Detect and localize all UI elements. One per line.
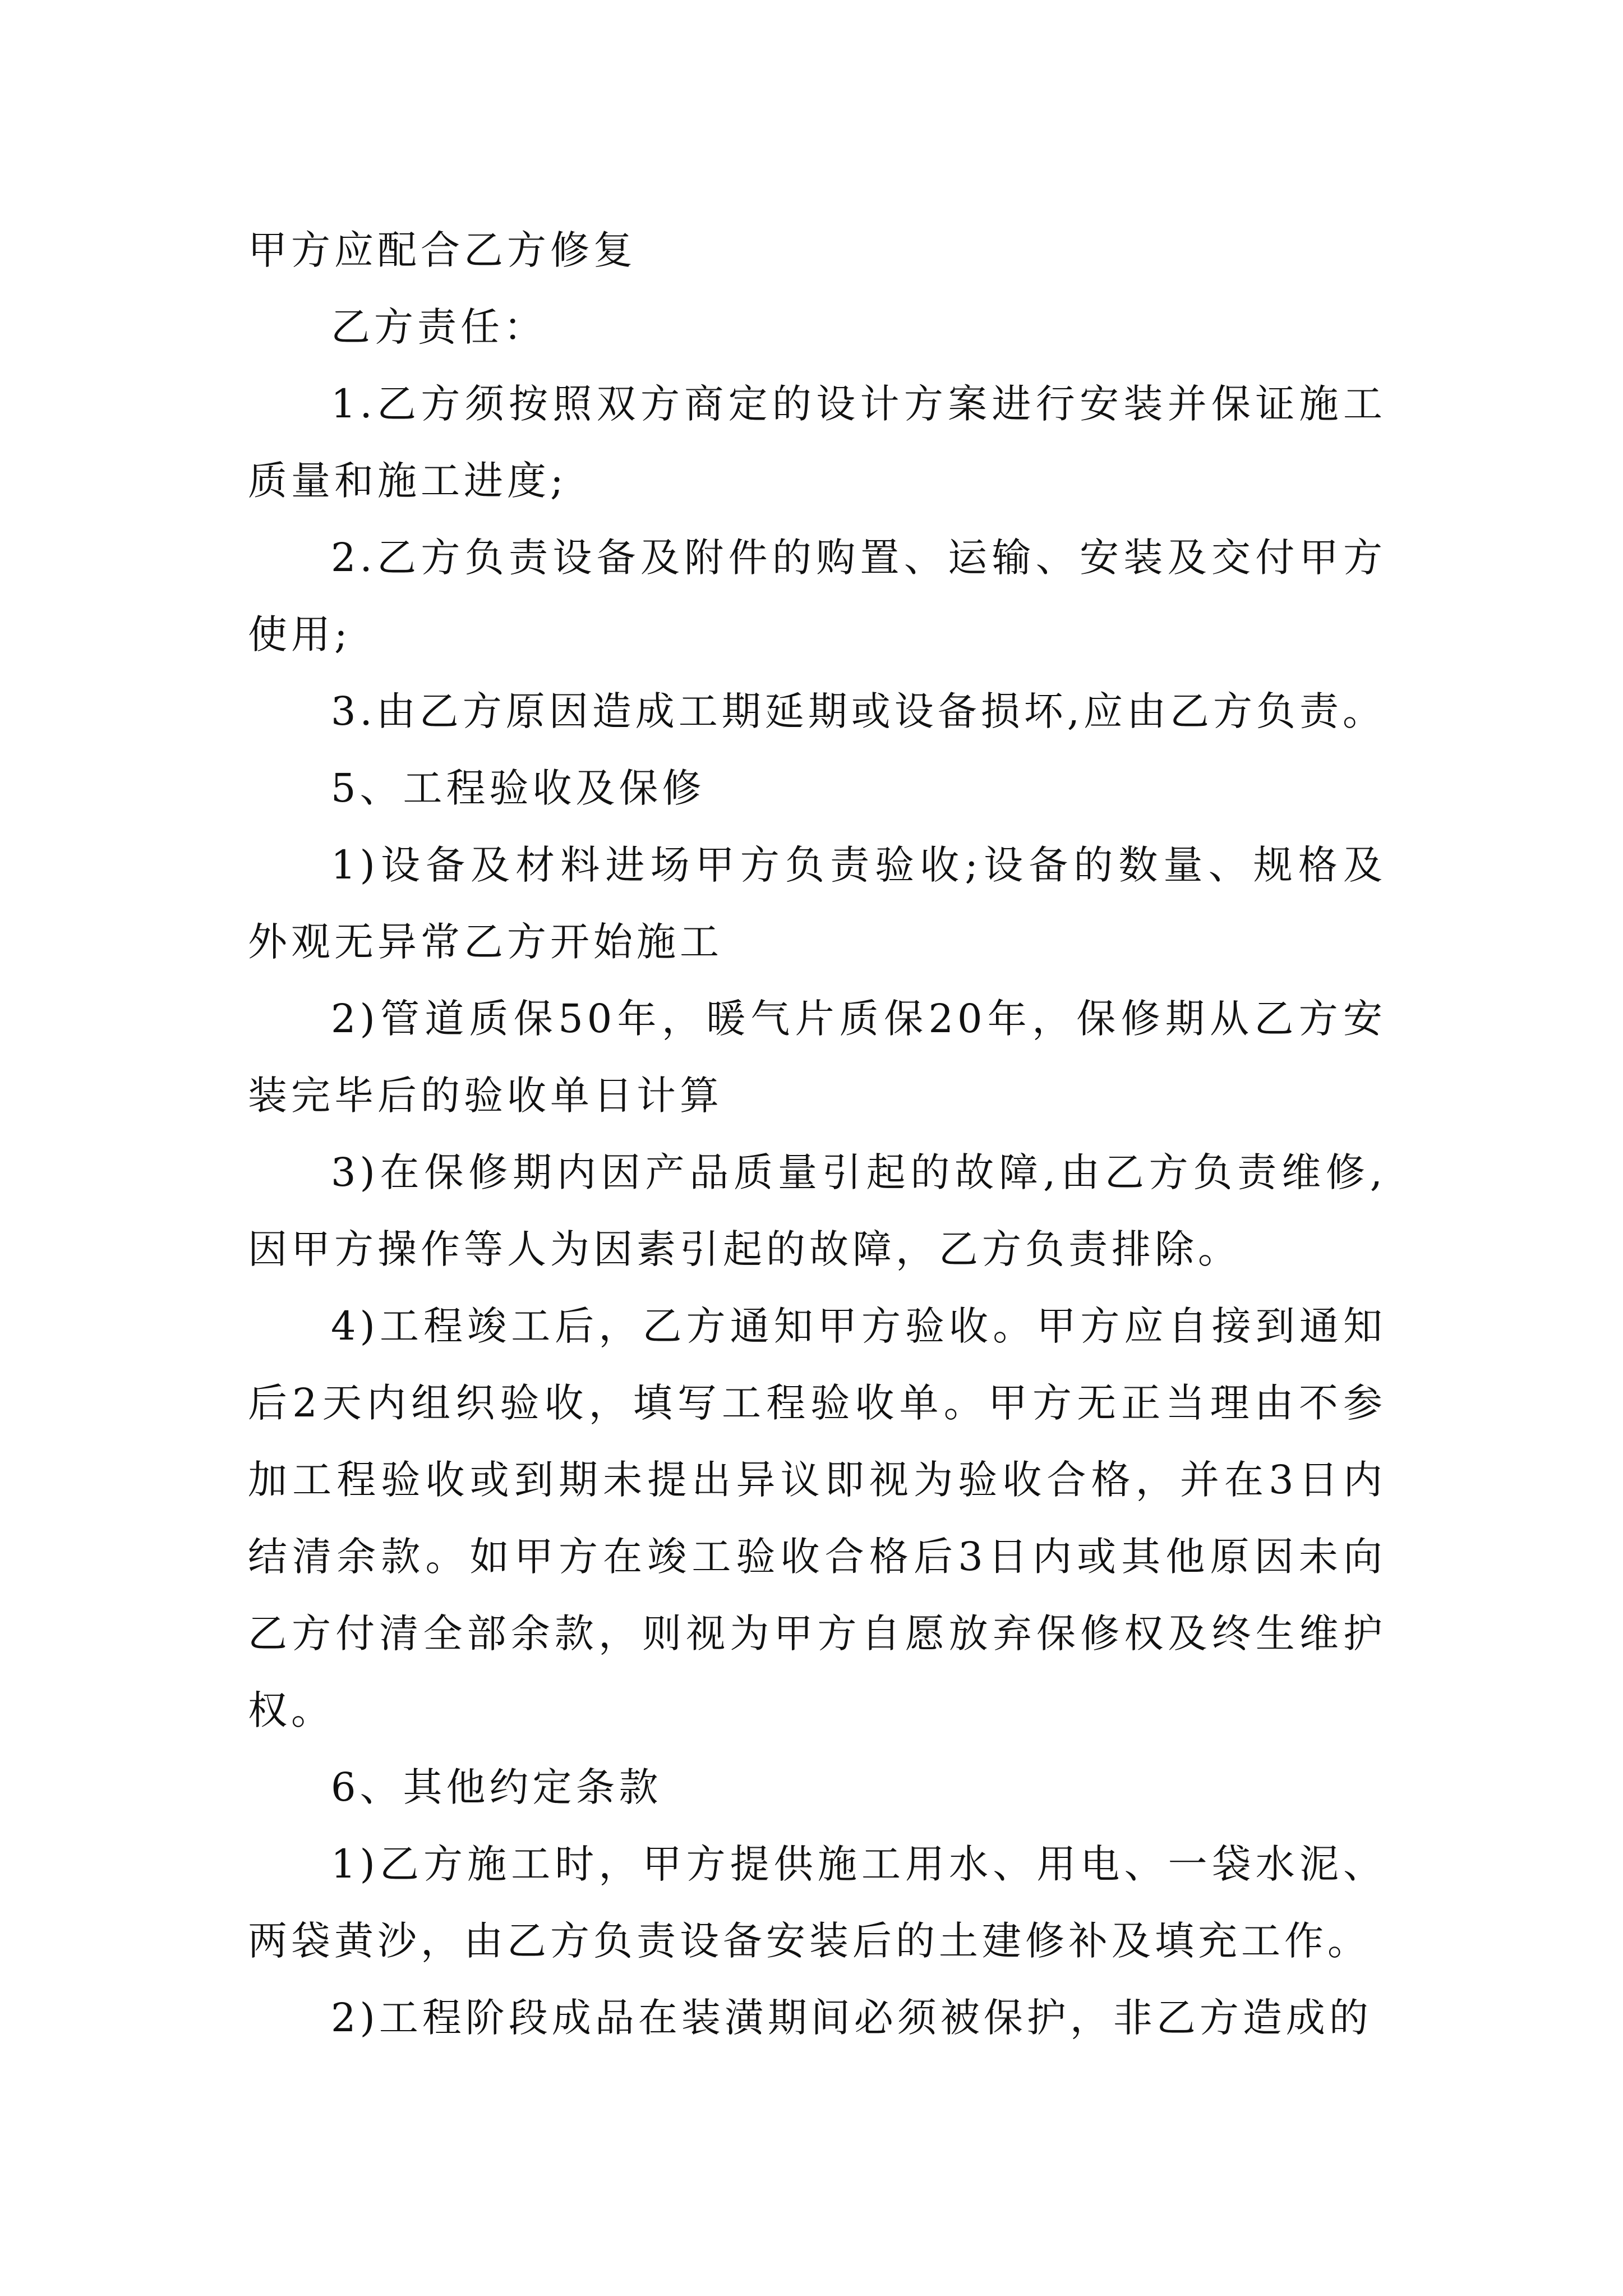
paragraph-continuation: 甲方应配合乙方修复 <box>248 227 637 273</box>
clause-item: 2)管道质保50年，暖气片质保20年，保修期从乙方安装完毕后的验收单日计算 <box>248 996 1386 1119</box>
clause-item: 2)工程阶段成品在装潢期间必须被保护，非乙方造成的 <box>331 1995 1372 2041</box>
clause-item: 1)乙方施工时，甲方提供施工用水、用电、一袋水泥、两袋黄沙，由乙方负责设备安装后的土建修补及填充工作。 <box>248 1841 1386 1964</box>
clause-item: 1.乙方须按照双方商定的设计方案进行安装并保证施工质量和施工进度; <box>248 381 1386 504</box>
document-body <box>248 212 1386 2056</box>
clause-item: 3)在保修期内因产品质量引起的故障,由乙方负责维修,因甲方操作等人为因素引起的故障，乙方负责排除。 <box>248 1149 1386 1272</box>
clause-item: 2.乙方负责设备及附件的购置、运输、安装及交付甲方使用; <box>248 535 1386 657</box>
section-heading-party-b-responsibility: 乙方责任： <box>331 304 547 350</box>
clause-item: 3.由乙方原因造成工期延期或设备损坏,应由乙方负责。 <box>331 688 1386 734</box>
clause-item: 1)设备及材料进场甲方负责验收;设备的数量、规格及外观无异常乙方开始施工 <box>248 842 1386 965</box>
section-heading-other-terms: 6、其他约定条款 <box>331 1764 662 1810</box>
clause-item: 4)工程竣工后，乙方通知甲方验收。甲方应自接到通知后2天内组织验收，填写工程验收单。甲方无正当理由不参加工程验收或到期未提出异议即视为验收合格，并在3日内结清余款。如甲方在竣工验收合格后3日内或其他原因未向乙方付清全部余款，则视为甲方自愿放弃保修权及终生维护权。 <box>248 1303 1386 1733</box>
section-heading-acceptance-warranty: 5、工程验收及保修 <box>331 765 706 811</box>
